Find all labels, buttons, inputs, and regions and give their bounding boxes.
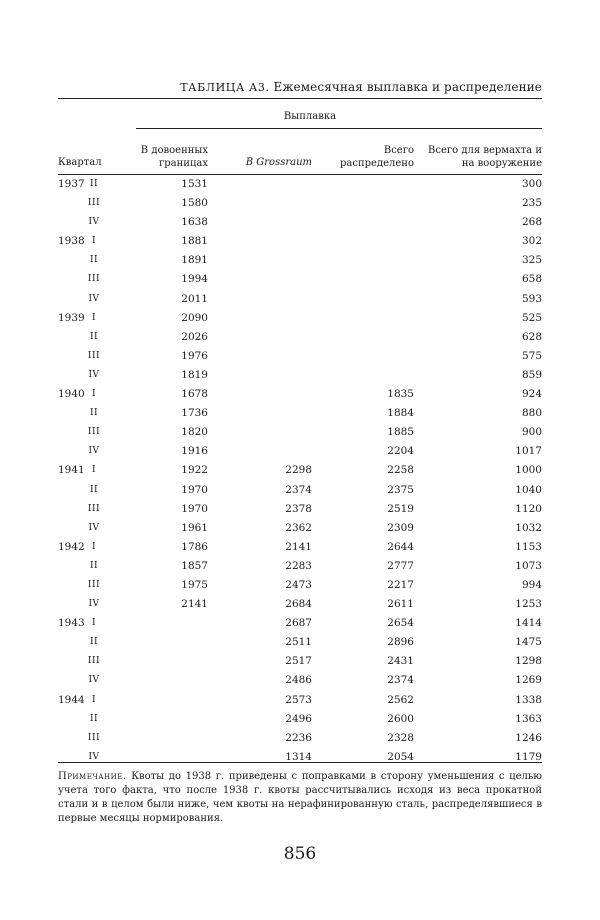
table-row [58, 653, 542, 672]
cell-wehrmacht: 300 [521, 178, 542, 190]
table-row [58, 252, 542, 271]
cell-wehrmacht: 1017 [515, 445, 542, 458]
cell-grossraum: 2378 [285, 502, 312, 515]
cell-quarter: III [87, 427, 101, 438]
table-row [58, 520, 542, 539]
table-row [58, 348, 542, 367]
cell-wehrmacht: 1040 [515, 483, 542, 496]
cell-distributed: 2519 [387, 502, 414, 515]
cell-prewar: 1531 [181, 178, 208, 190]
cell-quarter: IV [88, 599, 100, 610]
header-prewar: В довоенных границах [140, 145, 208, 169]
table-row [58, 711, 542, 730]
cell-prewar: 2090 [181, 311, 208, 324]
cell-quarter: I [91, 465, 97, 476]
cell-wehrmacht: 325 [521, 254, 542, 267]
cell-prewar: 1961 [181, 521, 208, 534]
table-title [180, 80, 542, 94]
cell-prewar: 1820 [181, 426, 208, 439]
cell-quarter: II [89, 255, 99, 266]
header-grossraum: В Grossraum [245, 157, 312, 168]
header-wehrmacht: Всего для вермахта и на вооружение [428, 145, 542, 169]
cell-wehrmacht: 268 [521, 216, 542, 229]
cell-distributed: 2309 [387, 521, 414, 534]
header-distributed: Всего распределено [340, 145, 414, 169]
cell-distributed: 2054 [387, 750, 414, 763]
cell-prewar: 1891 [181, 254, 208, 267]
cell-prewar: 1819 [181, 368, 208, 381]
cell-prewar: 2141 [181, 598, 208, 611]
cell-quarter: I [91, 618, 97, 629]
cell-prewar: 1638 [181, 216, 208, 229]
cell-quarter: III [87, 274, 101, 285]
cell-quarter: II [89, 637, 99, 648]
cell-quarter: IV [88, 217, 100, 228]
cell-wehrmacht: 1000 [515, 464, 542, 477]
cell-prewar: 1736 [181, 407, 208, 420]
cell-prewar: 1916 [181, 445, 208, 458]
table-row [58, 692, 542, 711]
page-number: 856 [283, 844, 317, 864]
cell-wehrmacht: 575 [521, 349, 542, 362]
cell-distributed: 2611 [387, 598, 414, 611]
cell-wehrmacht: 1253 [515, 598, 542, 611]
cell-grossraum: 2374 [285, 483, 312, 496]
cell-prewar: 1922 [181, 464, 208, 477]
cell-grossraum: 2573 [285, 693, 312, 706]
cell-prewar: 1994 [181, 273, 208, 286]
cell-wehrmacht: 1269 [515, 674, 542, 687]
table-row [58, 291, 542, 310]
note-label: Примечание. [58, 771, 127, 782]
cell-quarter: IV [88, 369, 100, 380]
cell-quarter: III [87, 350, 101, 361]
cell-prewar: 1678 [181, 388, 208, 401]
cell-grossraum: 2362 [285, 521, 312, 534]
table-row [58, 749, 542, 768]
cell-distributed: 1835 [387, 388, 414, 401]
cell-wehrmacht: 658 [521, 273, 542, 286]
cell-wehrmacht: 924 [521, 388, 542, 401]
document-page [58, 0, 542, 920]
cell-quarter: III [87, 732, 101, 743]
cell-year: 1941 [58, 464, 85, 477]
table-row [58, 214, 542, 233]
cell-grossraum: 2236 [285, 731, 312, 744]
cell-grossraum: 2486 [285, 674, 312, 687]
cell-distributed: 1884 [387, 407, 414, 420]
cell-wehrmacht: 593 [521, 292, 542, 305]
cell-distributed: 2375 [387, 483, 414, 496]
cell-year: 1937 [58, 178, 85, 190]
cell-year: 1944 [58, 693, 85, 706]
cell-quarter: I [91, 541, 97, 552]
cell-quarter: IV [88, 522, 100, 533]
cell-prewar: 2011 [181, 292, 208, 305]
cell-distributed: 2600 [387, 712, 414, 725]
cell-prewar: 1970 [181, 483, 208, 496]
table-row [58, 482, 542, 501]
cell-wehrmacht: 994 [521, 578, 542, 591]
cell-prewar: 1975 [181, 578, 208, 591]
cell-wehrmacht: 1414 [515, 617, 542, 630]
table-row [58, 329, 542, 348]
cell-wehrmacht: 1073 [515, 559, 542, 572]
cell-quarter: II [89, 408, 99, 419]
bottom-rule [58, 762, 542, 763]
cell-grossraum: 2517 [285, 655, 312, 668]
table-row [58, 596, 542, 615]
cell-wehrmacht: 302 [521, 235, 542, 248]
cell-wehrmacht: 1120 [515, 502, 542, 515]
table-row [58, 443, 542, 462]
header-rule [58, 174, 542, 175]
cell-wehrmacht: 1298 [515, 655, 542, 668]
table-row [58, 405, 542, 424]
table-row [58, 195, 542, 214]
header-group-smelting: Выплавка [283, 111, 337, 122]
cell-wehrmacht: 1475 [515, 636, 542, 649]
cell-distributed: 2896 [387, 636, 414, 649]
cell-prewar: 1970 [181, 502, 208, 515]
table-row [58, 634, 542, 653]
table-row [58, 558, 542, 577]
cell-wehrmacht: 525 [521, 311, 542, 324]
cell-grossraum: 2511 [285, 636, 312, 649]
cell-quarter: I [91, 389, 97, 400]
top-rule [58, 98, 542, 99]
cell-distributed: 2654 [387, 617, 414, 630]
cell-quarter: III [87, 503, 101, 514]
cell-distributed: 2644 [387, 540, 414, 553]
table-row [58, 672, 542, 691]
cell-distributed: 2777 [387, 559, 414, 572]
cell-prewar: 2026 [181, 330, 208, 343]
cell-quarter: I [91, 694, 97, 705]
cell-year: 1943 [58, 617, 85, 630]
cell-prewar: 1857 [181, 559, 208, 572]
cell-wehrmacht: 880 [521, 407, 542, 420]
cell-prewar: 1976 [181, 349, 208, 362]
cell-distributed: 2562 [387, 693, 414, 706]
cell-grossraum: 2496 [285, 712, 312, 725]
cell-wehrmacht: 859 [521, 368, 542, 381]
table-note [58, 770, 542, 826]
table-title-text: Ежемесячная выплавка и распределение [273, 80, 542, 94]
cell-wehrmacht: 900 [521, 426, 542, 439]
cell-quarter: II [89, 179, 99, 189]
cell-prewar: 1580 [181, 197, 208, 210]
cell-quarter: IV [88, 675, 100, 686]
cell-year: 1940 [58, 388, 85, 401]
cell-quarter: IV [88, 293, 100, 304]
cell-wehrmacht: 628 [521, 330, 542, 343]
cell-quarter: I [91, 312, 97, 323]
table-label: ТАБЛИЦА А3. [180, 81, 270, 94]
cell-grossraum: 2684 [285, 598, 312, 611]
group-rule-right [344, 128, 542, 129]
note-text: Квоты до 1938 г. приведены с поправками в сторону уменьшения с целью учета того факта, что после 1938 г. квоты рассчитывались исходя из веса прокатной стали и в целом были ниже, чем квоты на нерафинированную сталь, распределявшиеся в первые месяцы нормирования. [58, 771, 542, 824]
cell-distributed: 2431 [387, 655, 414, 668]
cell-wehrmacht: 1032 [515, 521, 542, 534]
table-row [58, 615, 542, 634]
cell-quarter: II [89, 331, 99, 342]
cell-grossraum: 2473 [285, 578, 312, 591]
cell-distributed: 2258 [387, 464, 414, 477]
cell-year: 1942 [58, 540, 85, 553]
table-row [58, 176, 542, 195]
table-row [58, 462, 542, 481]
table-row [58, 386, 542, 405]
cell-wehrmacht: 1363 [515, 712, 542, 725]
cell-quarter: III [87, 656, 101, 667]
cell-quarter: I [91, 236, 97, 247]
cell-quarter: IV [88, 446, 100, 457]
cell-prewar: 1881 [181, 235, 208, 248]
table-row [58, 424, 542, 443]
table-row [58, 310, 542, 329]
cell-grossraum: 1314 [285, 750, 312, 763]
cell-distributed: 2374 [387, 674, 414, 687]
table-row [58, 577, 542, 596]
cell-grossraum: 2283 [285, 559, 312, 572]
table-row [58, 367, 542, 386]
cell-grossraum: 2687 [285, 617, 312, 630]
cell-quarter: III [87, 579, 101, 590]
table-row [58, 233, 542, 252]
table-body [58, 176, 542, 768]
header-quarter: Квартал [58, 157, 102, 168]
cell-prewar: 1786 [181, 540, 208, 553]
table-row [58, 730, 542, 749]
table-row [58, 501, 542, 520]
cell-wehrmacht: 235 [521, 197, 542, 210]
cell-quarter: IV [88, 751, 100, 762]
cell-grossraum: 2141 [285, 540, 312, 553]
cell-wehrmacht: 1179 [515, 750, 542, 763]
cell-grossraum: 2298 [285, 464, 312, 477]
cell-distributed: 2328 [387, 731, 414, 744]
cell-distributed: 1885 [387, 426, 414, 439]
cell-wehrmacht: 1246 [515, 731, 542, 744]
cell-wehrmacht: 1153 [515, 540, 542, 553]
cell-quarter: III [87, 198, 101, 209]
table-row [58, 271, 542, 290]
cell-distributed: 2204 [387, 445, 414, 458]
cell-quarter: II [89, 560, 99, 571]
cell-quarter: II [89, 484, 99, 495]
cell-quarter: II [89, 713, 99, 724]
table-row [58, 539, 542, 558]
cell-year: 1939 [58, 311, 85, 324]
cell-year: 1938 [58, 235, 85, 248]
cell-wehrmacht: 1338 [515, 693, 542, 706]
cell-distributed: 2217 [387, 578, 414, 591]
